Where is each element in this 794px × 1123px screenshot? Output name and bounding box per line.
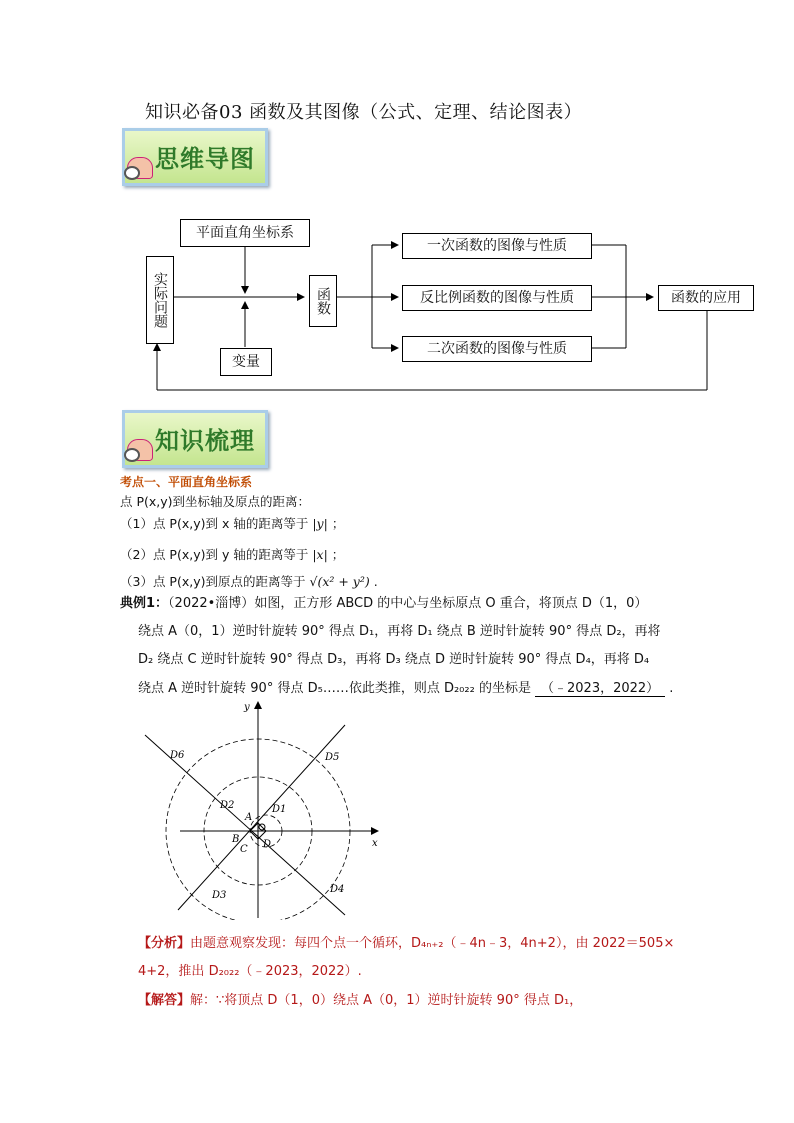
example-line-2: 绕点 A（0，1）逆时针旋转 90° 得点 D₁，再将 D₁ 绕点 B 逆时针旋转 90° 得点 D₂，再将 bbox=[138, 624, 661, 639]
item-2-formula: |x| bbox=[312, 547, 328, 562]
quadratic-function-box: 二次函数的图像与性质 bbox=[402, 336, 592, 362]
point-D5: D5 bbox=[325, 752, 340, 763]
section-heading: 考点一、平面直角坐标系 bbox=[120, 475, 253, 489]
knowledge-banner-label: 知识梳理 bbox=[155, 427, 255, 455]
rotation-figure bbox=[130, 695, 390, 920]
point-D2: D2 bbox=[220, 800, 235, 811]
example-text-1: 如图，正方形 ABCD 的中心与坐标原点 O 重合，将顶点 D（1，0） bbox=[254, 596, 648, 611]
mindmap-banner-label: 思维导图 bbox=[155, 145, 255, 173]
analysis-line-2: 4+2，推出 D₂₀₂₂（﹣2023，2022）. bbox=[138, 964, 362, 979]
item-2-text: （2）点 P(x,y)到 y 轴的距离等于 bbox=[120, 547, 309, 562]
example-label: 典例1： bbox=[120, 596, 169, 611]
coordinate-system-box: 平面直角坐标系 bbox=[180, 219, 310, 247]
solution-tag: 【解答】 bbox=[138, 993, 191, 1008]
distance-item-1 bbox=[120, 514, 344, 532]
analysis-line-1 bbox=[138, 932, 674, 951]
example-source: （2022•淄博） bbox=[168, 596, 255, 611]
y-axis-label: y bbox=[244, 702, 250, 713]
analysis-text-1: 由题意观察发现：每四个点一个循环，D₄ₙ₊₂（﹣4n﹣3，4n+2），由 2022＝505× bbox=[190, 936, 675, 951]
diagonal-1 bbox=[145, 735, 345, 915]
page-title: 知识必备03 函数及其图像（公式、定理、结论图表） bbox=[145, 102, 583, 123]
point-D6: D6 bbox=[170, 750, 185, 761]
example-text-4: 绕点 A 逆时针旋转 90° 得点 D₅……依此类推，则点 D₂₀₂₂ 的坐标是 bbox=[138, 681, 531, 696]
variable-box: 变量 bbox=[220, 348, 272, 376]
distance-item-3 bbox=[120, 572, 378, 590]
knowledge-banner bbox=[122, 410, 268, 468]
point-A: A bbox=[245, 812, 253, 823]
practical-problem-box: 实际问题 bbox=[146, 256, 174, 344]
example-line-1 bbox=[120, 592, 647, 611]
item-1-formula: |y| bbox=[312, 516, 328, 531]
function-box: 函数 bbox=[309, 275, 337, 327]
diagonal-2 bbox=[178, 725, 345, 910]
point-C: C bbox=[240, 844, 248, 855]
linear-function-box: 一次函数的图像与性质 bbox=[402, 233, 592, 259]
function-application-box: 函数的应用 bbox=[658, 285, 754, 311]
point-B: B bbox=[232, 834, 240, 845]
flowchart-connectors bbox=[0, 0, 794, 420]
solution-text-1: 解：∵将顶点 D（1，0）绕点 A（0，1）逆时针旋转 90° 得点 D₁， bbox=[190, 993, 583, 1008]
item-3-suffix: . bbox=[373, 574, 378, 589]
point-D: D bbox=[263, 839, 272, 850]
answer-blank: （﹣2023，2022） bbox=[535, 677, 665, 697]
point-D3: D3 bbox=[212, 890, 227, 901]
point-D1: D1 bbox=[272, 804, 287, 815]
item-1-suffix: ； bbox=[331, 516, 345, 531]
item-2-suffix: ； bbox=[331, 547, 345, 562]
analysis-tag: 【分析】 bbox=[138, 936, 191, 951]
x-axis-label: x bbox=[372, 838, 378, 849]
inverse-function-box: 反比例函数的图像与性质 bbox=[402, 285, 592, 311]
example-text-4-end: . bbox=[669, 681, 674, 696]
solution-line-1 bbox=[138, 989, 582, 1008]
distance-item-2 bbox=[120, 545, 344, 563]
hand-pointer-icon bbox=[127, 439, 153, 461]
example-line-3: D₂ 绕点 C 逆时针旋转 90° 得点 D₃，再将 D₃ 绕点 D 逆时针旋转 90° 得点 D₄，再将 D₄ bbox=[138, 652, 650, 667]
item-3-formula: √(x² + y²) bbox=[309, 574, 370, 589]
example-line-4 bbox=[138, 677, 673, 697]
item-3-text: （3）点 P(x,y)到原点的距离等于 bbox=[120, 574, 306, 589]
item-1-text: （1）点 P(x,y)到 x 轴的距离等于 bbox=[120, 516, 309, 531]
section-intro: 点 P(x,y)到坐标轴及原点的距离： bbox=[120, 494, 311, 509]
point-D4: D4 bbox=[330, 884, 345, 895]
